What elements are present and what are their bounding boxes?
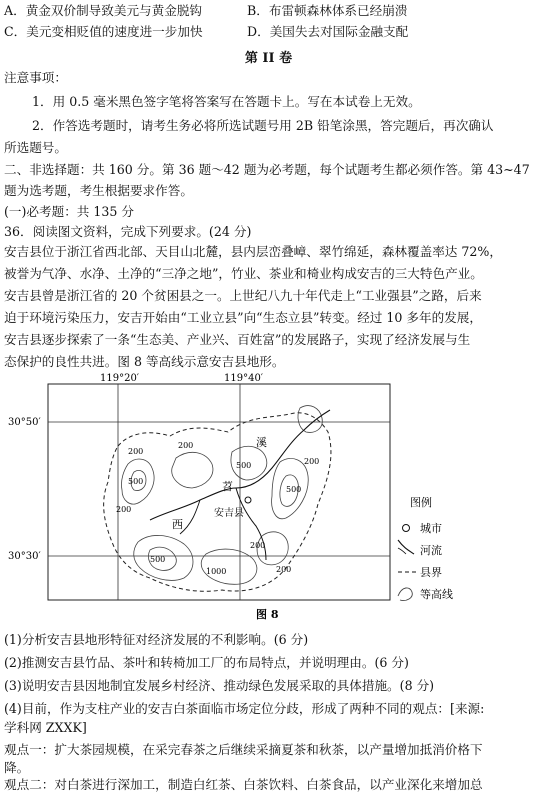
section-title: 第 II 卷 — [244, 51, 293, 66]
option-a: A．黄金双价制导致美元与黄金脱钩 — [4, 3, 203, 18]
legend-city-symbol — [403, 525, 410, 532]
option-c: C．美元变相贬值的速度进一步加快 — [4, 24, 203, 39]
legend-city-label: 城市 — [420, 522, 442, 535]
lon-label: 119°40′ — [224, 373, 264, 384]
county-boundary — [104, 413, 331, 591]
passage-line: 安吉县曾是浙江省的 20 个贫困县之一。上世纪八九十年代走上“工业强县”之路，后来 — [4, 288, 482, 303]
contour-label: 500 — [128, 477, 144, 486]
contour-label: 200 — [178, 441, 194, 450]
legend-contour-label: 等高线 — [420, 588, 453, 601]
passage-line: 安吉县位于浙江省西北部、天目山北麓，县内层峦叠嶂、翠竹绵延，森林覆盖率达 72%， — [4, 244, 502, 259]
figure-caption: 图 8 — [256, 608, 279, 621]
contour-line — [298, 406, 322, 433]
contour-label: 500 — [150, 555, 166, 564]
contour-label: 500 — [236, 461, 252, 470]
contour-line — [172, 452, 213, 488]
contour-label: 500 — [286, 485, 302, 494]
contour-label: 200 — [304, 457, 320, 466]
contour-map — [0, 372, 537, 624]
legend-river-symbol — [398, 540, 414, 554]
legend-title: 图例 — [410, 496, 432, 509]
contour-label: 200 — [276, 565, 292, 574]
view-1: 观点一：扩大茶园规模，在采完春茶之后继续采摘夏茶和秋茶，以产量增加抵消价格下 — [4, 742, 483, 757]
lat-label: 30°30′ — [8, 551, 41, 562]
river-label: 苕 — [222, 480, 233, 493]
contour-label: 200 — [128, 447, 144, 456]
legend-river-symbol — [398, 548, 406, 554]
lat-label: 30°50′ — [8, 417, 41, 428]
passage-line: 迫于环境污染压力，安吉开始由“工业立县”向“生态立县”转变。经过 10 多年的发展， — [4, 310, 482, 325]
part2-intro-cont: 题为选考题，考生根据要求作答。 — [4, 183, 193, 198]
city-label: 安吉县 — [214, 508, 244, 519]
passage-line: 安吉县逐步探索了一条“生态美、产业兴、百姓富”的发展路子，实现了经济发展与生 — [4, 332, 471, 347]
view-1-cont: 降。 — [4, 760, 30, 775]
question-1: (1)分析安吉县地形特征对经济发展的不利影响。(6 分) — [4, 632, 309, 647]
question-36: 36．阅读图文资料，完成下列要求。(24 分) — [4, 224, 252, 239]
question-4: (4)目前，作为支柱产业的安吉白茶面临市场定位分歧，形成了两种不同的观点：[来源: — [4, 701, 485, 716]
view-2: 观点二：对白茶进行深加工，制造白红茶、白茶饮料、白茶食品，以产业深化来增加总 — [4, 777, 483, 792]
part2-intro: 二、非选择题：共 160 分。第 36 题～42 题为必考题，每个试题考生都必须作答。第 43~47 — [4, 162, 530, 177]
river-line — [180, 500, 200, 534]
contour-label: 1000 — [206, 567, 227, 576]
option-d: D．美国失去对国际金融支配 — [247, 24, 409, 39]
legend-boundary-label: 县界 — [420, 566, 442, 579]
question-2: (2)推测安吉县竹品、茶叶和转椅加工厂的布局特点，并说明理由。(6 分) — [4, 655, 409, 670]
question-4-cont: 学科网 ZXXK] — [4, 720, 87, 735]
lon-label: 119°20′ — [100, 373, 140, 384]
question-3: (3)说明安吉县因地制宜发展乡村经济、推动绿色发展采取的具体措施。(8 分) — [4, 678, 435, 693]
notice-item-2: 2．作答选考题时，请考生务必将所选试题号用 2B 铅笔涂黑，答完题后，再次确认 — [32, 118, 494, 133]
legend-contour-symbol — [398, 588, 412, 601]
contour-label: 200 — [250, 541, 266, 550]
passage-line: 态保护的良性共进。图 8 等高线示意安吉县地形。 — [4, 354, 285, 369]
notice-title: 注意事项： — [4, 70, 67, 85]
notice-item-2-cont: 所选题号。 — [4, 140, 67, 155]
river-label: 西 — [172, 518, 183, 531]
river-label: 溪 — [256, 436, 267, 449]
passage-line: 被誉为气净、水净、土净的“三净之地”，竹业、茶业和椅业构成安吉的三大特色产业。 — [4, 266, 483, 281]
contour-label: 200 — [116, 505, 132, 514]
notice-item-1: 1．用 0.5 毫米黑色签字笔将答案写在答题卡上。写在本试卷上无效。 — [32, 94, 421, 109]
legend-river-label: 河流 — [420, 544, 442, 557]
required-heading: (一)必考题：共 135 分 — [4, 204, 135, 219]
city-marker — [245, 497, 251, 503]
option-b: B．布雷顿森林体系已经崩溃 — [247, 3, 408, 18]
